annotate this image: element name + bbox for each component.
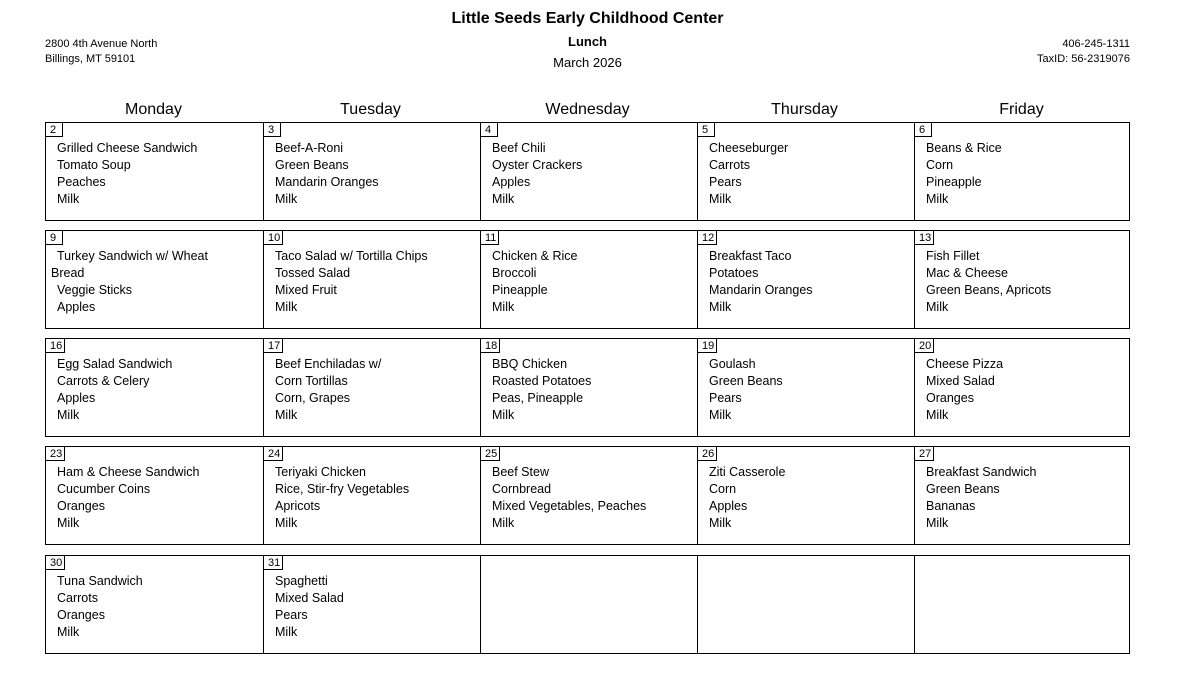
menu-item: Veggie Sticks [57,283,133,297]
menu-item: Milk [275,516,298,530]
menu-item: Mixed Salad [926,374,995,388]
day-number: 18 [481,339,500,353]
day-thursday: Thursday [771,101,838,118]
calendar-day-cell [480,447,697,544]
menu-item: Beef-A-Roni [275,141,344,155]
menu-item: Milk [926,300,949,314]
day-number: 12 [698,231,717,245]
day-number: 26 [698,447,717,461]
menu-item-list [275,464,476,532]
menu-item: Apples [709,499,748,513]
menu-item: Breakfast Taco [709,249,792,263]
calendar-day-cell [263,123,480,220]
day-number: 31 [264,556,283,570]
menu-item: Cornbread [492,482,552,496]
menu-item: Peaches [57,175,106,189]
menu-item: Apples [492,175,531,189]
menu-item: BBQ Chicken [492,357,568,371]
day-number: 9 [46,231,63,245]
day-number: 5 [698,123,715,137]
menu-item: Milk [275,300,298,314]
menu-item-list [57,356,259,424]
calendar-day-cell [263,447,480,544]
calendar-week [45,446,1130,545]
menu-item: Green Beans [709,374,783,388]
menu-item-list [926,248,1127,316]
calendar-day-cell [914,339,1131,436]
menu-item: Egg Salad Sandwich [57,357,173,371]
menu-item: Milk [275,408,298,422]
menu-item: Oyster Crackers [492,158,583,172]
menu-item: Milk [926,516,949,530]
address-line-2: Billings, MT 59101 [45,53,136,65]
calendar-day-cell [480,123,697,220]
menu-item: Milk [275,192,298,206]
menu-item-list [57,140,259,208]
calendar-day-cell [263,231,480,328]
menu-item: Beef Enchiladas w/ [275,357,382,371]
address-block [45,37,157,67]
menu-item-list [57,464,259,532]
menu-item-list [492,140,693,208]
menu-item: Chicken & Rice [492,249,578,263]
menu-item: Milk [492,192,515,206]
menu-item-list [275,356,476,424]
menu-item: Beef Chili [492,141,546,155]
calendar-week [45,230,1130,329]
menu-item-list [492,248,693,316]
calendar-day-cell [46,339,263,436]
menu-item: Tuna Sandwich [57,574,143,588]
menu-item: Ziti Casserole [709,465,786,479]
address-line-1: 2800 4th Avenue North [45,38,158,50]
day-monday: Monday [125,101,182,118]
day-number: 11 [481,231,499,245]
menu-item: Pears [709,391,742,405]
calendar-week [45,555,1130,654]
menu-item: Milk [709,192,732,206]
menu-item: Milk [57,625,80,639]
menu-item: Mac & Cheese [926,266,1008,280]
calendar-day-cell [46,231,263,328]
calendar-day-cell [697,123,914,220]
menu-item: Milk [926,192,949,206]
menu-item: Beef Stew [492,465,549,479]
menu-item: Corn Tortillas [275,374,348,388]
day-number: 27 [915,447,934,461]
menu-item: Oranges [926,391,974,405]
menu-item: Milk [57,408,80,422]
menu-item: Cheeseburger [709,141,789,155]
menu-item: Green Beans [275,158,349,172]
menu-item: Ham & Cheese Sandwich [57,465,200,479]
menu-item: Oranges [57,608,105,622]
menu-item-list [275,573,476,641]
menu-item: Mixed Vegetables, Peaches [492,499,647,513]
menu-item: Cheese Pizza [926,357,1004,371]
menu-item-list [275,140,476,208]
menu-item: Pineapple [926,175,982,189]
day-number: 13 [915,231,934,245]
calendar-day-cell [480,231,697,328]
menu-item-list [926,464,1127,532]
day-number: 17 [264,339,283,353]
menu-item: Pears [709,175,742,189]
menu-item: Milk [492,300,515,314]
menu-item: Milk [492,516,515,530]
calendar-day-cell [914,556,1131,653]
menu-item: Bananas [926,499,976,513]
day-number: 20 [915,339,934,353]
weekday-header [45,101,1130,121]
calendar-day-cell [697,447,914,544]
menu-item: Oranges [57,499,105,513]
menu-item: Turkey Sandwich w/ Wheat [57,249,208,263]
menu-item: Tossed Salad [275,266,351,280]
day-number: 3 [264,123,281,137]
phone-number: 406-245-1311 [1062,38,1130,50]
menu-item-list [51,248,259,316]
menu-item: Milk [57,516,80,530]
calendar-day-cell [263,339,480,436]
menu-item: Broccoli [492,266,537,280]
menu-item: Green Beans [926,482,1000,496]
menu-item: Peas, Pineapple [492,391,584,405]
menu-item-list [57,573,259,641]
calendar-day-cell [46,447,263,544]
calendar-day-cell [480,339,697,436]
menu-item: Milk [709,408,732,422]
calendar-week [45,338,1130,437]
menu-item: Carrots & Celery [57,374,150,388]
contact-block [1037,37,1130,67]
day-number: 16 [46,339,65,353]
menu-item: Green Beans, Apricots [926,283,1052,297]
menu-item: Beans & Rice [926,141,1002,155]
day-tuesday: Tuesday [340,101,401,118]
menu-item: Milk [275,625,298,639]
menu-item-list [709,248,910,316]
calendar-day-cell [914,123,1131,220]
calendar-day-cell [697,556,914,653]
menu-item: Teriyaki Chicken [275,465,367,479]
day-number: 2 [46,123,63,137]
menu-item: Breakfast Sandwich [926,465,1037,479]
day-number: 6 [915,123,932,137]
menu-item: Grilled Cheese Sandwich [57,141,198,155]
page-title: Little Seeds Early Childhood Center [451,10,724,27]
menu-item: Mixed Fruit [275,283,337,297]
menu-item: Mandarin Oranges [709,283,813,297]
calendar-day-cell [480,556,697,653]
day-number: 23 [46,447,65,461]
day-number: 30 [46,556,65,570]
calendar-day-cell [914,447,1131,544]
calendar-day-cell [263,556,480,653]
menu-item-list [926,140,1127,208]
menu-item: Fish Fillet [926,249,980,263]
day-number: 4 [481,123,498,137]
menu-item: Corn [709,482,737,496]
calendar-day-cell [46,556,263,653]
menu-item-list [492,464,693,532]
menu-item: Apples [57,300,96,314]
menu-item: Cucumber Coins [57,482,151,496]
menu-type: Lunch [568,34,607,49]
menu-item: Taco Salad w/ Tortilla Chips [275,249,428,263]
menu-item-list [926,356,1127,424]
day-friday: Friday [999,101,1044,118]
day-number: 25 [481,447,500,461]
menu-item: Carrots [709,158,750,172]
menu-item-list [275,248,476,316]
menu-item: Corn [926,158,954,172]
menu-item: Mandarin Oranges [275,175,379,189]
menu-item: Bread [51,266,85,280]
menu-item: Mixed Salad [275,591,344,605]
tax-id: TaxID: 56-2319076 [1037,53,1130,65]
day-number: 19 [698,339,717,353]
menu-item: Goulash [709,357,756,371]
menu-item: Milk [709,516,732,530]
menu-item: Carrots [57,591,98,605]
calendar-week [45,122,1130,221]
menu-item: Apricots [275,499,321,513]
menu-item: Milk [492,408,515,422]
menu-item: Spaghetti [275,574,328,588]
day-number: 10 [264,231,283,245]
menu-item-list [492,356,693,424]
menu-item: Roasted Potatoes [492,374,592,388]
menu-item: Milk [926,408,949,422]
calendar-day-cell [46,123,263,220]
calendar-day-cell [914,231,1131,328]
calendar-day-cell [697,231,914,328]
menu-item: Corn, Grapes [275,391,351,405]
menu-item: Potatoes [709,266,759,280]
menu-item: Tomato Soup [57,158,131,172]
menu-item: Milk [709,300,732,314]
menu-item-list [709,356,910,424]
calendar-day-cell [697,339,914,436]
menu-item-list [709,464,910,532]
menu-item-list [709,140,910,208]
day-number: 24 [264,447,283,461]
menu-item: Milk [57,192,80,206]
menu-item: Apples [57,391,96,405]
menu-item: Pineapple [492,283,548,297]
menu-item: Rice, Stir-fry Vegetables [275,482,410,496]
menu-month: March 2026 [553,55,622,70]
day-wednesday: Wednesday [545,101,630,118]
menu-item: Pears [275,608,308,622]
